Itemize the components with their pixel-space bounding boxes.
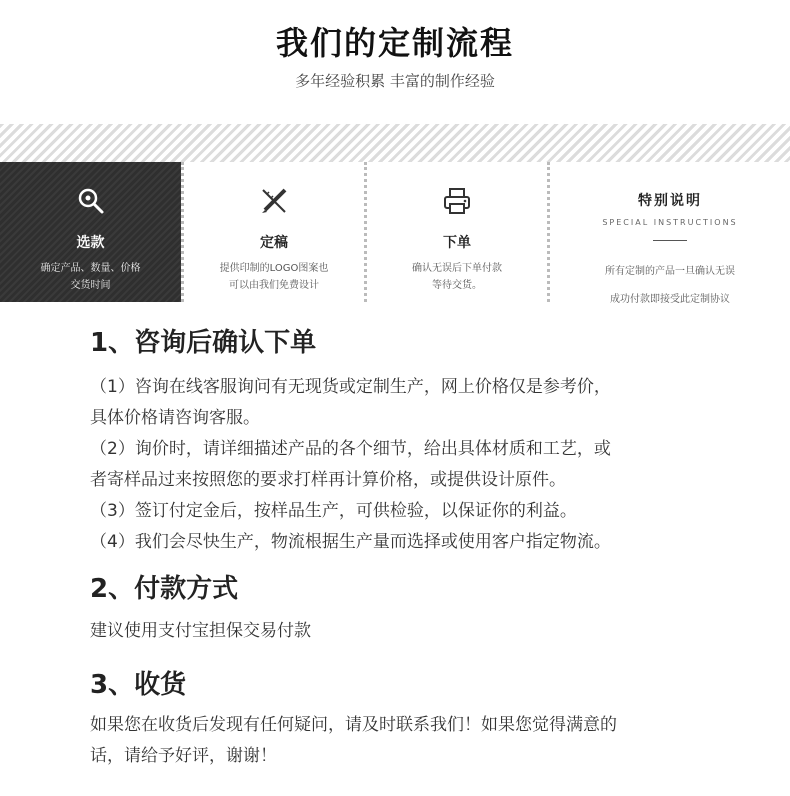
step-select <box>0 162 181 302</box>
special-instructions <box>547 162 790 305</box>
special-desc-2: 成功付款即接受此定制协议 <box>610 294 730 305</box>
step-label: 定稿 <box>260 235 288 251</box>
pencil-ruler-icon <box>259 186 289 216</box>
divider <box>653 240 687 241</box>
step-label: 下单 <box>443 235 471 251</box>
section-heading-consult: 1、咨询后确认下单 <box>90 328 317 358</box>
page-title: 我们的定制流程 <box>275 24 514 62</box>
process-steps <box>0 162 790 305</box>
step-order <box>364 162 547 302</box>
section-heading-receipt: 3、收货 <box>90 670 187 700</box>
page-subtitle: 多年经验积累 丰富的制作经验 <box>295 72 495 90</box>
step-label: 选款 <box>76 235 105 251</box>
step-desc: 确定产品、数量、价格 交货时间 <box>40 263 141 291</box>
section-body-consult: （1）咨询在线客服询问有无现货或定制生产，网上价格仅是参考价， 具体价格请咨询客服。 （2）询价时，请详细描述产品的各个细节，给出具体材质和工艺，或 者寄样品过来按照您的要求打样再计算价格，或提供设计原件。 （3）签订付定金后，按样品生产，可供检验，以保证你的利益。 （4）我们会尽快生产，物流根据生产量而选择或使用客户指定物流。 <box>90 377 611 552</box>
step-desc: 提供印制的LOGO图案也 可以由我们免费设计 <box>219 263 329 291</box>
special-subtitle: SPECIAL INSTRUCTIONS <box>602 218 738 227</box>
special-title: 特别说明 <box>638 193 702 209</box>
step-desc: 确认无误后下单付款 等待交货。 <box>412 263 502 291</box>
step-finalize <box>181 162 364 302</box>
printer-icon <box>442 186 472 216</box>
stripe-band <box>0 124 790 162</box>
section-heading-payment: 2、付款方式 <box>90 574 239 604</box>
section-body-receipt: 如果您在收货后发现有任何疑问，请及时联系我们！如果您觉得满意的 话，请给予好评，谢谢！ <box>90 715 617 766</box>
special-desc-1: 所有定制的产品一旦确认无误 <box>605 266 735 277</box>
search-icon <box>76 186 106 216</box>
section-body-payment: 建议使用支付宝担保交易付款 <box>90 621 311 641</box>
